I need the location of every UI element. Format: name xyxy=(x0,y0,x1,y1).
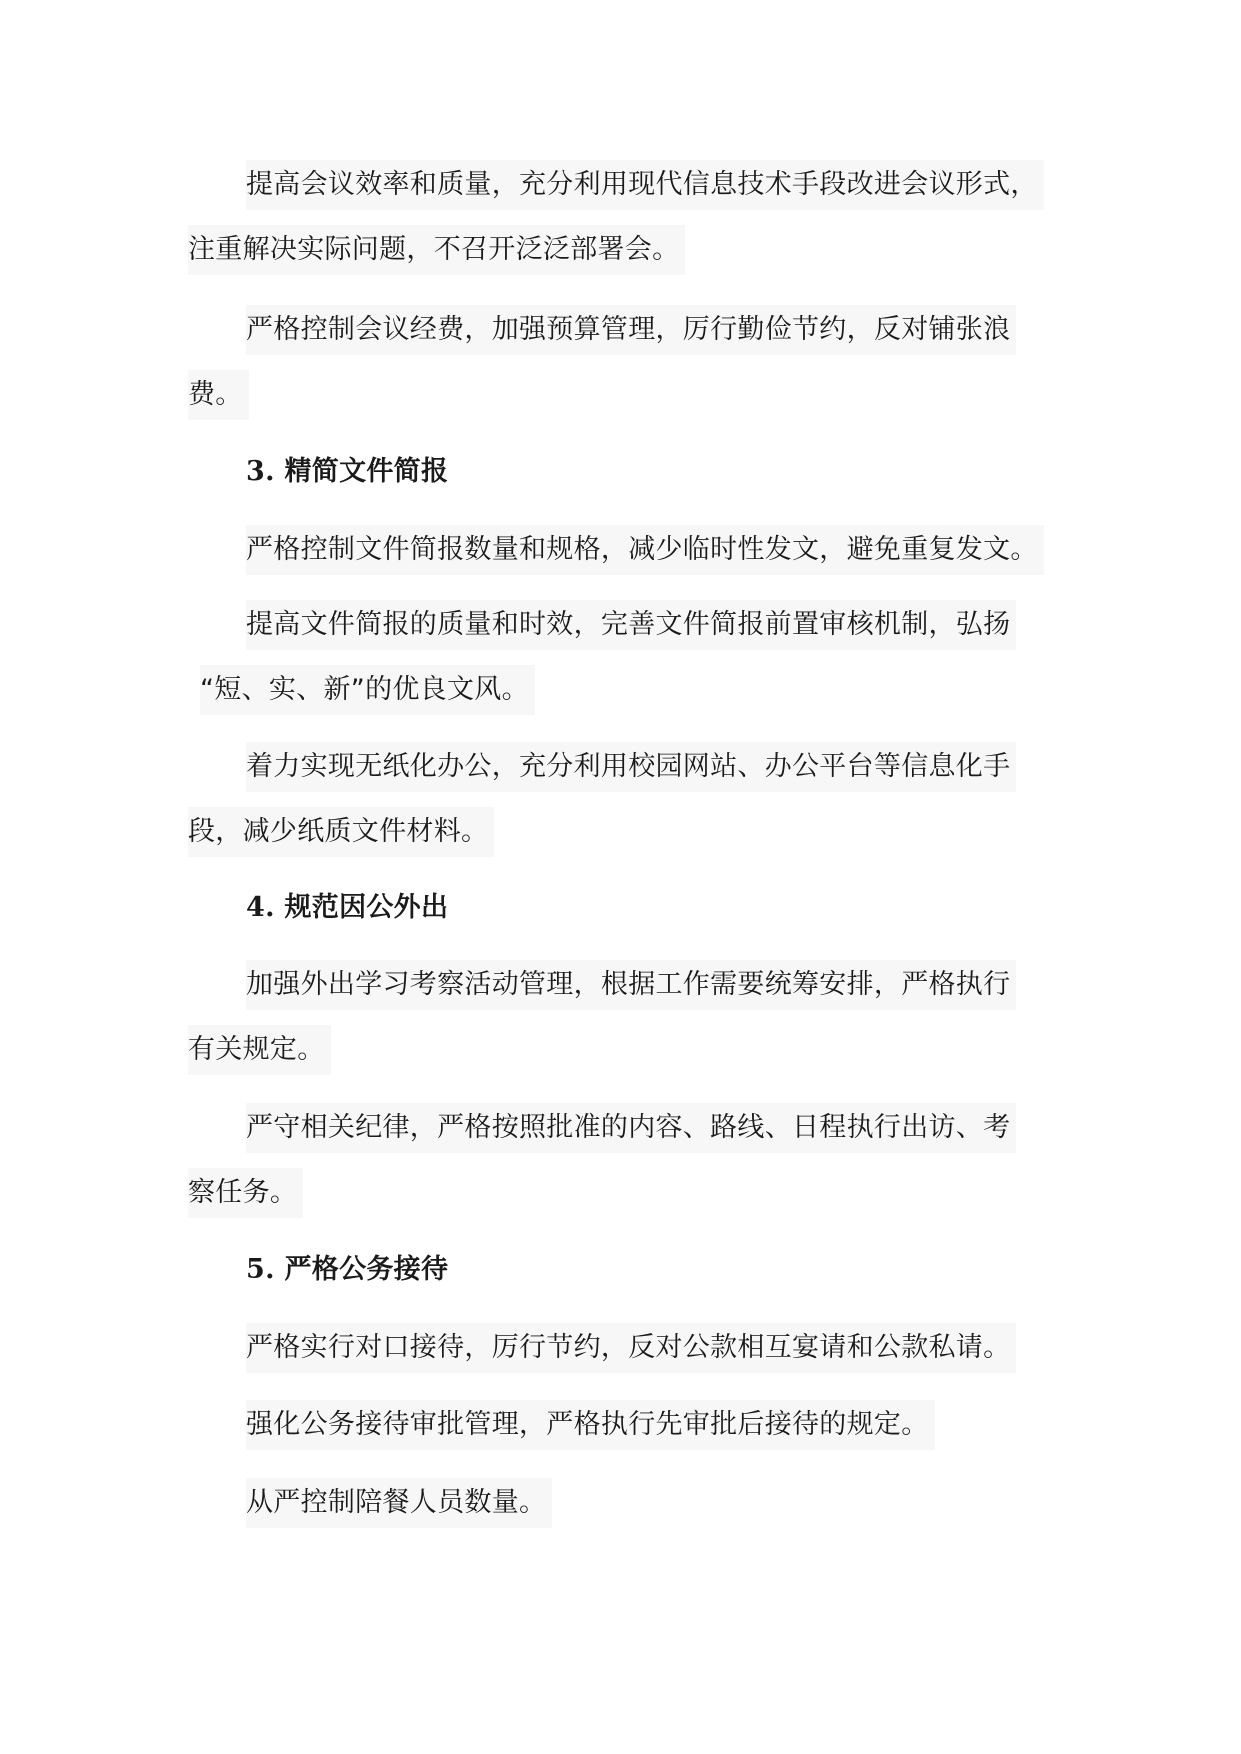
section-heading: 3. 精简文件简报 xyxy=(246,456,449,487)
paragraph-line: 强化公务接待审批管理，严格执行先审批后接待的规定。 xyxy=(246,1400,935,1450)
paragraph-line: 严格控制会议经费，加强预算管理，厉行勤俭节约，反对铺张浪 xyxy=(246,305,1016,355)
paragraph-line: 提高文件简报的质量和时效，完善文件简报前置审核机制，弘扬 xyxy=(246,600,1016,650)
paragraph-line: 严格控制文件简报数量和规格，减少临时性发文，避免重复发文。 xyxy=(246,525,1044,575)
section-heading: 5. 严格公务接待 xyxy=(246,1254,449,1285)
paragraph-line: 有关规定。 xyxy=(188,1025,331,1075)
paragraph-line: “短、实、新”的优良文风。 xyxy=(200,665,535,715)
paragraph-line: 从严控制陪餐人员数量。 xyxy=(246,1478,552,1528)
paragraph-line: 费。 xyxy=(188,370,249,420)
paragraph-line: 严守相关纪律，严格按照批准的内容、路线、日程执行出访、考 xyxy=(246,1103,1016,1153)
paragraph-line: 严格实行对口接待，厉行节约，反对公款相互宴请和公款私请。 xyxy=(246,1323,1016,1373)
paragraph-line: 段，减少纸质文件材料。 xyxy=(188,807,494,857)
paragraph-line: 注重解决实际问题，不召开泛泛部署会。 xyxy=(188,225,685,275)
paragraph-line: 提高会议效率和质量，充分利用现代信息技术手段改进会议形式， xyxy=(246,160,1044,210)
paragraph-line: 加强外出学习考察活动管理，根据工作需要统筹安排，严格执行 xyxy=(246,960,1016,1010)
paragraph-line: 着力实现无纸化办公，充分利用校园网站、办公平台等信息化手 xyxy=(246,742,1016,792)
paragraph-line: 察任务。 xyxy=(188,1168,303,1218)
section-heading: 4. 规范因公外出 xyxy=(246,892,449,923)
